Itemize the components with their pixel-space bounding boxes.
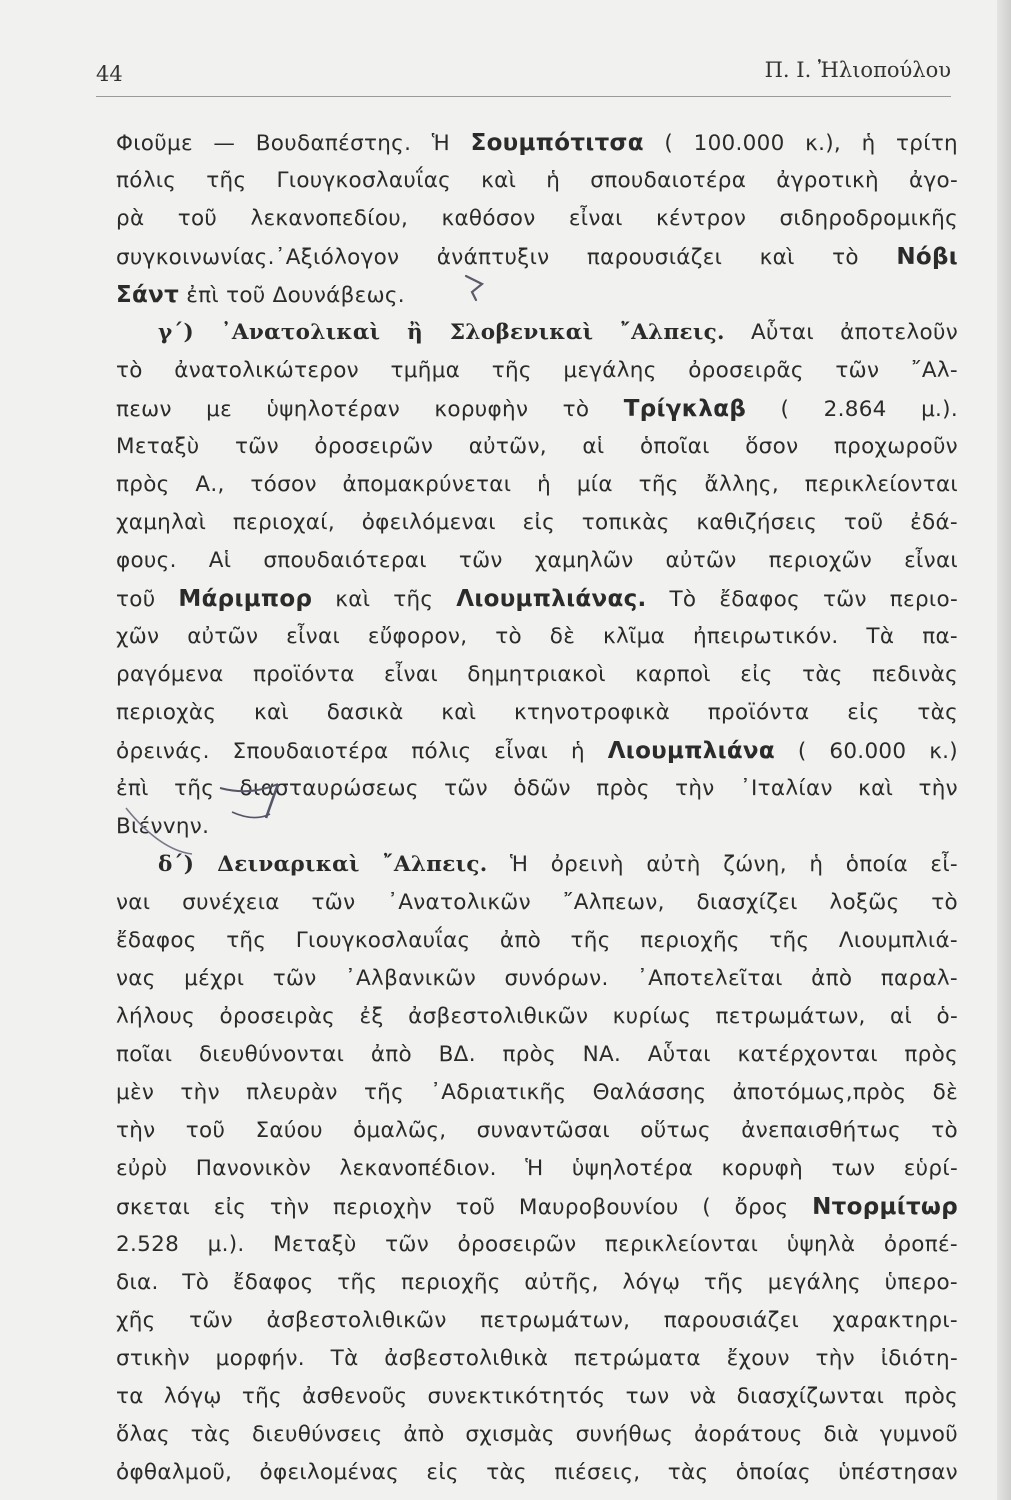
text-run: χῆς τῶν ἀσβεστολιθικῶν πετρωμάτων, παρουσιάζει χαρακτηρι- — [116, 1308, 958, 1333]
text-line — [116, 428, 958, 466]
text-run: πόλις τῆς Γιουγκοσλαυΐας καὶ ἡ σπουδαιοτέρα ἀγροτικὴ ἀγο- — [116, 168, 958, 193]
text-run: τοῦ — [116, 587, 179, 612]
place-name: Λιουμπλιάνα — [607, 738, 776, 764]
text-line — [116, 124, 958, 162]
text-run: πεων με ὑψηλοτέραν κορυφὴν τὸ — [116, 397, 624, 422]
text-line — [116, 390, 958, 428]
text-line — [116, 998, 958, 1036]
text-run: πρὸς Α., τόσον ἀπομακρύνεται ἡ μία τῆς ἄλλης, περικλείονται — [116, 472, 958, 497]
text-run: ἐπὶ τῆς διασταυρώσεως τῶν ὁδῶν πρὸς τὴν ᾿Ιταλίαν καὶ τὴν — [116, 776, 958, 801]
text-run: περιοχὰς καὶ δασικὰ καὶ κτηνοτροφικὰ προϊόντα εἰς τὰς — [116, 700, 958, 725]
text-line — [116, 314, 958, 352]
place-name: Σουμπότιτσα — [470, 130, 644, 156]
place-name: Τρίγκλαβ — [623, 396, 747, 422]
text-line — [116, 656, 958, 694]
place-name: Λιουμπλιάνας. — [456, 586, 647, 612]
text-run: τα λόγῳ τῆς ἀσθενοῦς συνεκτικότητός των νὰ διασχίζωνται πρὸς — [116, 1384, 958, 1409]
text-line — [116, 884, 958, 922]
text-line — [116, 732, 958, 770]
text-run: χῶν αὐτῶν εἶναι εὔφορον, τὸ δὲ κλῖμα ἠπειρωτικόν. Τὰ πα- — [116, 624, 958, 649]
text-run: Τὸ ἔδαφος τῶν περιο- — [646, 587, 958, 612]
text-line — [116, 238, 958, 276]
text-run: μὲν τὴν πλευρὰν τῆς ᾿Αδριατικῆς Θαλάσσης ἀποτόμως,πρὸς δὲ — [116, 1080, 958, 1105]
text-line — [116, 1150, 958, 1188]
text-run: ὀφθαλμοῦ, ὀφειλομένας εἰς τὰς πιέσεις, τὰς ὁποίας ὑπέστησαν — [116, 1460, 958, 1485]
text-run: φους. Αἱ σπουδαιότεραι τῶν χαμηλῶν αὐτῶν περιοχῶν εἶναι — [116, 548, 958, 573]
text-line — [116, 1188, 958, 1226]
text-run: Φιοῦμε — Βουδαπέστης. Ἡ — [116, 131, 471, 156]
text-run: ραγόμενα προϊόντα εἶναι δημητριακοὶ καρποὶ εἰς τὰς πεδινὰς — [116, 662, 958, 687]
page-number: 44 — [96, 62, 123, 86]
text-run: ρὰ τοῦ λεκανοπεδίου, καθόσον εἶναι κέντρον σιδηροδρομικῆς — [116, 206, 958, 231]
text-run: λήλους ὀροσειρὰς ἐξ ἀσβεστολιθικῶν κυρίως πετρωμάτων, αἱ ὁ- — [116, 1004, 958, 1029]
text-run: δια. Τὸ ἔδαφος τῆς περιοχῆς αὐτῆς, λόγῳ τῆς μεγάλης ὑπερο- — [116, 1270, 958, 1295]
text-run: Βιένvην. — [116, 814, 210, 839]
text-run: σκεται εἰς τὴν περιοχὴν τοῦ Μαυροβουνίου ( ὄρος — [116, 1195, 813, 1220]
page-header — [96, 54, 951, 94]
text-run: ( 2.864 μ.). — [746, 397, 958, 422]
text-line — [116, 200, 958, 238]
text-line — [116, 618, 958, 656]
text-run: Αὗται ἀποτελοῦν — [724, 320, 958, 345]
text-run: τὸ ἀνατολικώτερον τμῆμα τῆς μεγάλης ὀροσειρᾶς τῶν ῎Αλ- — [116, 358, 958, 383]
pencil-check-mark-2 — [120, 770, 310, 860]
text-run: Μεταξὺ τῶν ὀροσειρῶν αὐτῶν, αἱ ὁποῖαι ὅσον προχωροῦν — [116, 434, 958, 459]
text-line — [116, 162, 958, 200]
text-line — [116, 1112, 958, 1150]
header-rule — [96, 96, 951, 97]
text-line — [116, 1416, 958, 1454]
text-run: εὐρὺ Πανονικὸν λεκανοπέδιον. Ἡ ὑψηλοτέρα κορυφὴ των εὑρί- — [116, 1156, 958, 1181]
text-line — [116, 1340, 958, 1378]
text-line — [116, 352, 958, 390]
text-line — [116, 504, 958, 542]
running-title: Π. Ι. Ἠλιοπούλου — [764, 58, 951, 82]
text-line — [116, 1226, 958, 1264]
text-run: 2.528 μ.). Μεταξὺ τῶν ὀροσειρῶν περικλείονται ὑψηλὰ ὀροπέ- — [116, 1232, 958, 1257]
pencil-check-mark-1 — [462, 272, 490, 304]
text-run: ὅλας τὰς διευθύνσεις ἀπὸ σχισμὰς συνήθως ἀοράτους διὰ γυμνοῦ — [116, 1422, 958, 1447]
section-heading: δ΄) Δειναρικαὶ ῎Αλπεις. — [158, 852, 488, 877]
text-run: ( 100.000 κ.), ἡ τρίτη — [643, 131, 958, 156]
place-name: Ντορμίτωρ — [812, 1194, 958, 1220]
text-run: ναι συνέχεια τῶν ᾿Ανατολικῶν ῎Αλπεων, διασχίζει λοξῶς τὸ — [116, 890, 958, 915]
text-run: χαμηλαὶ περιοχαί, ὀφειλόμεναι εἰς τοπικὰς καθιζήσεις τοῦ ἐδά- — [116, 510, 958, 535]
text-line — [116, 1074, 958, 1112]
text-line — [116, 1264, 958, 1302]
text-line — [116, 922, 958, 960]
text-run: ( 60.000 κ.) — [775, 739, 958, 764]
text-run: στικὴν μορφήν. Τὰ ἀσβεστολιθικὰ πετρώματα ἔχουν τὴν ἰδιότη- — [116, 1346, 958, 1371]
text-line — [116, 694, 958, 732]
text-run: καὶ τῆς — [312, 587, 457, 612]
text-run: ὀρεινάς. Σπουδαιοτέρα πόλις εἶναι ἡ — [116, 739, 608, 764]
text-run: νας μέχρι τῶν ᾿Αλβανικῶν συνόρων. ᾿Αποτελεῖται ἀπὸ παραλ- — [116, 966, 958, 991]
text-run: ἔδαφος τῆς Γιουγκοσλαυΐας ἀπὸ τῆς περιοχῆς τῆς Λιουμπλιά- — [116, 928, 958, 953]
text-line — [116, 276, 958, 314]
text-line — [116, 1378, 958, 1416]
text-line — [116, 542, 958, 580]
place-name: Μάριμπορ — [178, 586, 313, 612]
text-line — [116, 1302, 958, 1340]
text-run: τὴν τοῦ Σαύου ὁμαλῶς, συναντῶσαι οὕτως ἀνεπαισθήτως τὸ — [116, 1118, 958, 1143]
text-run: Ἡ ὀρεινὴ αὐτὴ ζώνη, ἡ ὁποία εἶ- — [487, 852, 958, 877]
text-line — [116, 1036, 958, 1074]
place-name: Νόβι — [896, 244, 958, 270]
text-line — [116, 466, 958, 504]
page-edge-shadow — [997, 0, 1011, 1500]
text-run: συγκοινωνίας.᾿Αξιόλογον ἀνάπτυξιν παρουσιάζει καὶ τὸ — [116, 245, 897, 270]
section-heading: γ΄) ᾿Ανατολικαὶ ἢ Σλοβενικαὶ ῎Αλπεις. — [158, 320, 725, 345]
text-line — [116, 580, 958, 618]
text-line — [116, 1454, 958, 1492]
text-run: ποῖαι διευθύνονται ἀπὸ ΒΔ. πρὸς ΝΑ. Αὗται κατέρχονται πρὸς — [116, 1042, 958, 1067]
text-line — [116, 960, 958, 998]
text-run: ἐπὶ τοῦ Δουνάβεως. — [179, 283, 405, 308]
place-name: Σάντ — [116, 282, 180, 308]
